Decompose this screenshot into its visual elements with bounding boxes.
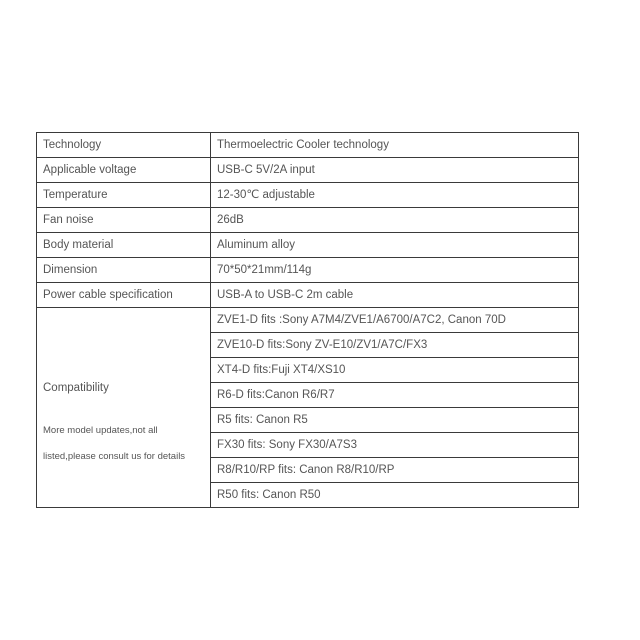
spec-value: 26dB: [211, 208, 579, 233]
spec-label: Power cable specification: [37, 283, 211, 308]
compat-model: R5 fits: Canon R5: [211, 408, 579, 433]
compat-model: FX30 fits: Sony FX30/A7S3: [211, 433, 579, 458]
spec-value: Thermoelectric Cooler technology: [211, 133, 579, 158]
spec-label: Body material: [37, 233, 211, 258]
table-row: [37, 208, 579, 233]
table-row: [37, 308, 579, 333]
table-row: [37, 233, 579, 258]
compat-model: ZVE1-D fits :Sony A7M4/ZVE1/A6700/A7C2, Canon 70D: [211, 308, 579, 333]
compat-model: ZVE10-D fits:Sony ZV-E10/ZV1/A7C/FX3: [211, 333, 579, 358]
spec-value: 12-30℃ adjustable: [211, 183, 579, 208]
spec-label: Temperature: [37, 183, 211, 208]
compat-model: R8/R10/RP fits: Canon R8/R10/RP: [211, 458, 579, 483]
compat-model: XT4-D fits:Fuji XT4/XS10: [211, 358, 579, 383]
compatibility-note-line: More model updates,not all: [43, 424, 158, 436]
table-row: [37, 133, 579, 158]
spec-table: [36, 132, 579, 508]
table-row: [37, 158, 579, 183]
spec-label: Dimension: [37, 258, 211, 283]
spec-value: USB-C 5V/2A input: [211, 158, 579, 183]
compatibility-note-line: listed,please consult us for details: [43, 450, 186, 462]
compatibility-title: Compatibility: [43, 381, 109, 394]
table-row: [37, 258, 579, 283]
compat-model: R6-D fits:Canon R6/R7: [211, 383, 579, 408]
compatibility-note: [43, 418, 204, 470]
spec-label: Technology: [37, 133, 211, 158]
spec-label: Fan noise: [37, 208, 211, 233]
compatibility-label-cell: [37, 308, 211, 508]
table-row: [37, 183, 579, 208]
spec-value: USB-A to USB-C 2m cable: [211, 283, 579, 308]
spec-label: Applicable voltage: [37, 158, 211, 183]
compat-model: R50 fits: Canon R50: [211, 483, 579, 508]
spec-value: Aluminum alloy: [211, 233, 579, 258]
spec-value: 70*50*21mm/114g: [211, 258, 579, 283]
table-row: [37, 283, 579, 308]
